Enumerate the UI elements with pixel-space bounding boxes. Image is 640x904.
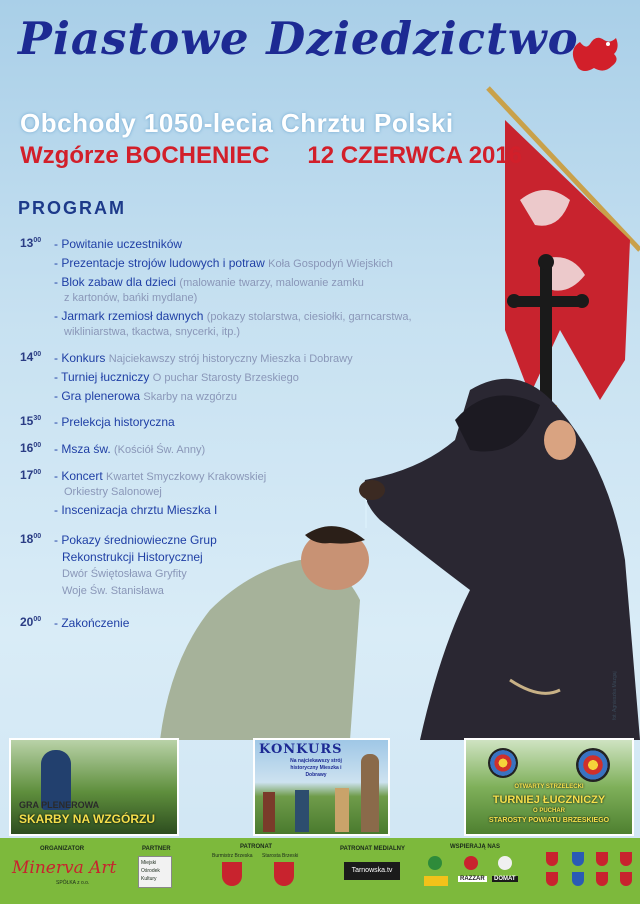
photo-turniej (464, 738, 634, 836)
event-place: Wzgórze BOCHENIEC (20, 142, 270, 169)
brzesko-crest-icon (222, 862, 242, 886)
support-logo-icon (498, 856, 512, 870)
time-slot: $13^{00}$ (20, 236, 42, 250)
patronat-1: Burmistrz Brzeska (212, 853, 253, 859)
crest-icon (572, 872, 584, 886)
media-logo: Tarnowska.tv (344, 862, 400, 880)
person-figure (295, 790, 309, 832)
footer-sponsors (0, 838, 640, 904)
time-slot: $17^{00}$ (20, 468, 42, 482)
support-logo-icon (424, 876, 448, 886)
event-item: - Jarmark rzemiosł dawnych (pokazy stolarstwa, ciesiołki, garncarstwa, (54, 309, 412, 323)
time-slot: $14^{00}$ (20, 350, 42, 364)
time-slot: $16^{00}$ (20, 441, 42, 455)
photo-credit: fot. Agnieszka Mazgaj (612, 671, 618, 720)
event-detail-cont: Orkiestry Salonowej (64, 486, 162, 498)
event-detail-cont: z kartonów, bańki mydlane) (64, 292, 198, 304)
organizer-label: ORGANIZATOR (40, 846, 85, 852)
crest-icon (620, 852, 632, 866)
photo-skarby (9, 738, 179, 836)
photo-caption: SKARBY NA WZGÓRZU (19, 812, 155, 826)
event-place-date (20, 142, 522, 170)
event-item: - Prezentacje strojów ludowych i potraw Koła Gospodyń Wiejskich (54, 256, 393, 270)
event-item: - Koncert Kwartet Smyczkowy Krakowskiej (54, 469, 267, 483)
support-logo-icon (464, 856, 478, 870)
crest-icon (596, 852, 608, 866)
photo-caption: STAROSTY POWIATU BRZESKIEGO (488, 817, 610, 824)
support-logo-icon (428, 856, 442, 870)
poster-subtitle: Obchody 1050-lecia Chrztu Polski (20, 108, 454, 138)
photo-caption: Na najciekawszy strój historyczny Mieszka i Dobrawy (290, 758, 342, 778)
patronat-label: PATRONAT (240, 844, 272, 850)
time-slot: $18^{00}$ (20, 532, 42, 546)
cross-horizontal (512, 296, 584, 307)
event-detail-cont: wikliniarstwa, tkactwa, snycerki, itp.) (64, 326, 241, 338)
event-item: - Gra plenerowa Skarby na wzgórzu (54, 389, 237, 403)
target-icon (576, 748, 610, 782)
crest-icon (572, 852, 584, 866)
event-item: - Prelekcja historyczna (54, 415, 175, 429)
organizer-name: Minerva Art (12, 858, 117, 878)
event-date: 12 CZERWCA 2016 (307, 142, 523, 169)
target-icon (488, 748, 518, 778)
crest-icon (546, 872, 558, 886)
person-figure (361, 754, 379, 832)
event-item: - Konkurs Najciekawszy strój historyczny Mieszka i Dobrawy (54, 351, 353, 365)
crest-icon (546, 852, 558, 866)
event-item: - Msza św. (Kościół Św. Anny) (54, 442, 206, 456)
event-item: - Inscenizacja chrztu Mieszka I (54, 503, 218, 517)
photo-caption: TURNIEJ ŁUCZNICZY (492, 794, 606, 806)
event-item: - Pokazy średniowieczne Grup (54, 533, 217, 547)
photo-caption: GRA PLENEROWA (19, 800, 100, 810)
event-detail-cont: Woje Św. Stanisława (62, 585, 164, 597)
cross-vertical (540, 258, 552, 408)
photo-konkurs (253, 738, 390, 836)
support-label: WSPIERAJĄ NAS (450, 844, 501, 850)
time-slot: $20^{00}$ (20, 615, 42, 629)
powiat-crest-icon (274, 862, 294, 886)
person-figure (263, 792, 275, 832)
crest-icon (620, 872, 632, 886)
person-figure (335, 788, 349, 832)
partner-label: PARTNER (142, 846, 171, 852)
partner-logo: Miejski Ośrodek Kultury (138, 856, 172, 888)
photo-caption: OTWARTY STRZELECKI (514, 784, 584, 790)
program-heading: PROGRAM (18, 198, 126, 218)
photo-caption: KONKURS (259, 742, 343, 757)
support-logo-razzar: RAZZAR (460, 876, 485, 882)
crest-icon (596, 872, 608, 886)
organizer-sub: SPÓŁKA z o.o. (56, 880, 90, 886)
media-label: PATRONAT MEDIALNY (340, 846, 405, 852)
event-item: - Turniej łuczniczy O puchar Starosty Brzeskiego (54, 370, 299, 384)
poster-title: Piastowe Dziedzictwo (18, 12, 579, 65)
event-item: - Zakończenie (54, 616, 130, 630)
event-item-cont: Rekonstrukcji Historycznej (62, 550, 203, 564)
time-slot: $15^{30}$ (20, 414, 42, 428)
support-logo-domat: DOMAT (494, 876, 516, 882)
event-detail-cont: Dwór Świętosława Gryfity (62, 568, 187, 580)
event-item: - Powitanie uczestników (54, 237, 183, 251)
event-item: - Blok zabaw dla dzieci (malowanie twarzy, malowanie zamku (54, 275, 364, 289)
photo-caption: O PUCHAR (532, 808, 565, 814)
patronat-2: Starosta Brzeski (262, 853, 299, 859)
